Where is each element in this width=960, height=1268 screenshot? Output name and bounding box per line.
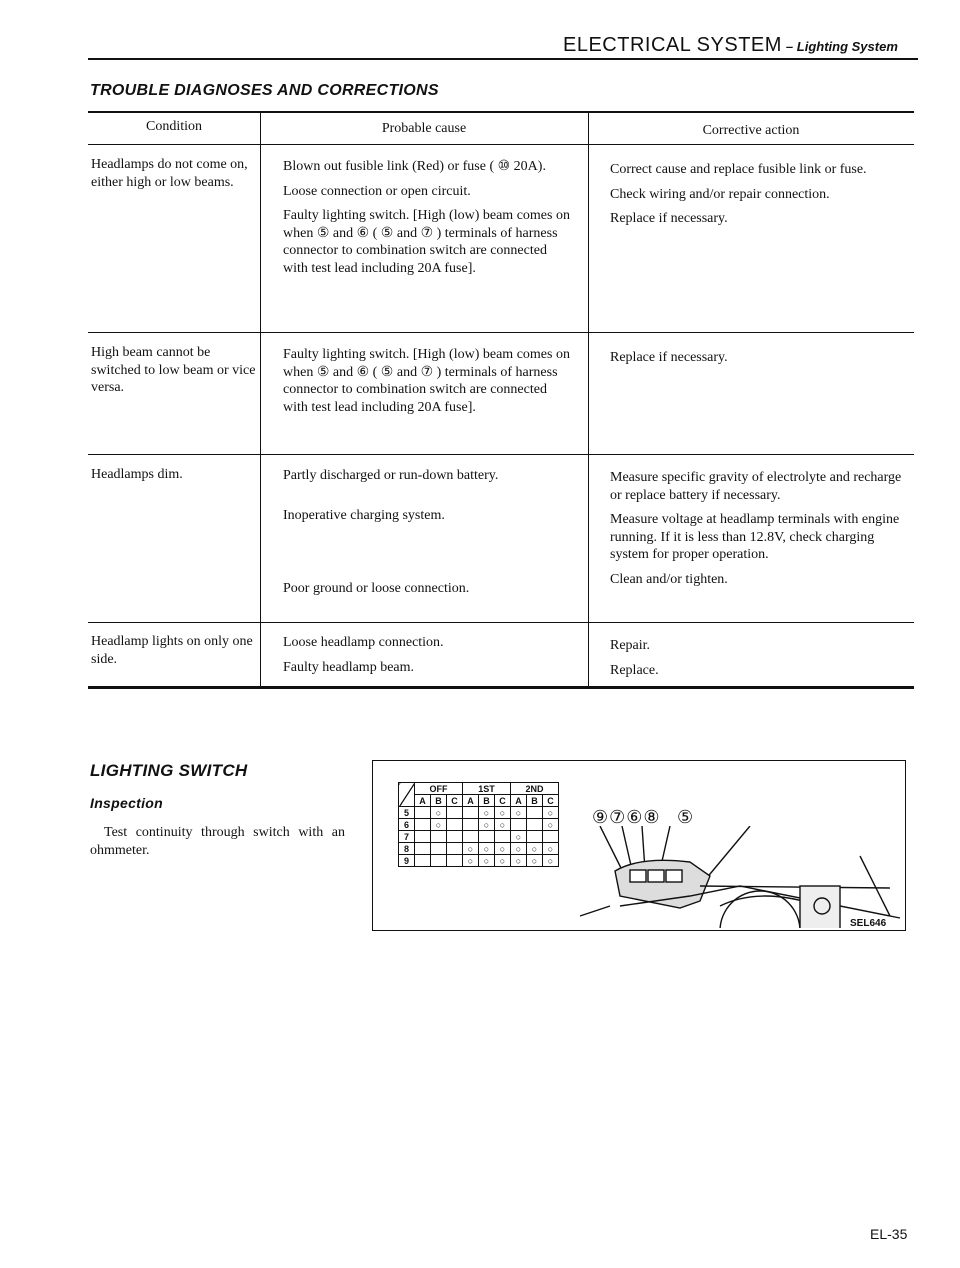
switch-continuity-chart bbox=[398, 782, 559, 867]
table-row-4-causes bbox=[283, 634, 573, 683]
cell: ○ bbox=[543, 819, 559, 831]
cell bbox=[527, 819, 543, 831]
row-divider bbox=[88, 454, 914, 455]
group-label: OFF bbox=[415, 783, 463, 795]
action-text: Check wiring and/or repair connection. bbox=[610, 186, 830, 202]
cell: ○ bbox=[527, 855, 543, 867]
cell: ○ bbox=[479, 855, 495, 867]
terminal-label: 6 bbox=[399, 819, 415, 831]
cell bbox=[415, 855, 431, 867]
subcol-label: B bbox=[527, 795, 543, 807]
cell bbox=[511, 819, 527, 831]
section-title: TROUBLE DIAGNOSES AND CORRECTIONS bbox=[90, 82, 439, 99]
subcol-label: A bbox=[463, 795, 479, 807]
cell bbox=[463, 819, 479, 831]
cell: ○ bbox=[511, 855, 527, 867]
table-row-4-actions bbox=[610, 637, 905, 686]
cause-text: Poor ground or loose connection. bbox=[283, 581, 470, 596]
cell bbox=[527, 831, 543, 843]
terminal-label: 8 bbox=[399, 843, 415, 855]
table-row-3-condition: Headlamps dim. bbox=[91, 467, 183, 482]
subcol-label: B bbox=[431, 795, 447, 807]
cell bbox=[447, 831, 463, 843]
cell bbox=[527, 807, 543, 819]
cell: ○ bbox=[511, 843, 527, 855]
terminal-label: 9 bbox=[399, 855, 415, 867]
col-header-action: Corrective action bbox=[702, 123, 800, 138]
cell: ○ bbox=[543, 855, 559, 867]
page-number: EL-35 bbox=[870, 1226, 908, 1242]
action-text: Measure voltage at headlamp terminals with engine running. If it is less than 12.8V, check charging system for proper operation. bbox=[610, 512, 900, 562]
cell: ○ bbox=[495, 807, 511, 819]
terminal-callouts: ⑨⑦⑥⑧ ⑤ bbox=[592, 807, 695, 827]
cell: ○ bbox=[431, 819, 447, 831]
cell bbox=[431, 831, 447, 843]
cell bbox=[447, 807, 463, 819]
cell bbox=[415, 831, 431, 843]
cell bbox=[415, 843, 431, 855]
header-row-rule bbox=[88, 144, 914, 145]
cell: ○ bbox=[431, 807, 447, 819]
cell bbox=[431, 855, 447, 867]
cell bbox=[447, 819, 463, 831]
cell: ○ bbox=[463, 843, 479, 855]
col-header-condition: Condition bbox=[145, 119, 202, 134]
subcol-label: C bbox=[543, 795, 559, 807]
cause-text: Loose headlamp connection. bbox=[283, 635, 444, 650]
cause-text: Faulty lighting switch. [High (low) beam comes on when ⑤ and ⑥ ( ⑤ and ⑦ ) terminals of harness connector to combination switch are connected with test lead including 20A fuse]. bbox=[283, 347, 570, 415]
cell: ○ bbox=[495, 843, 511, 855]
col-header-cause: Probable cause bbox=[381, 121, 467, 136]
table-row-3-actions bbox=[610, 469, 905, 595]
cell: ○ bbox=[479, 843, 495, 855]
cell: ○ bbox=[495, 855, 511, 867]
cause-text: Partly discharged or run-down battery. bbox=[283, 468, 499, 483]
header-rule bbox=[88, 58, 918, 60]
group-label: 1ST bbox=[463, 783, 511, 795]
action-text: Clean and/or tighten. bbox=[610, 571, 728, 587]
cell bbox=[495, 831, 511, 843]
inspection-subtitle: Inspection bbox=[90, 795, 164, 811]
row-divider bbox=[88, 332, 914, 333]
inspection-text: Test continuity through switch with an ohmmeter. bbox=[90, 825, 345, 858]
cell: ○ bbox=[479, 807, 495, 819]
table-row-2-condition: High beam cannot be switched to low beam or vice versa. bbox=[91, 345, 256, 395]
subcol-label: A bbox=[511, 795, 527, 807]
table-top-rule bbox=[88, 111, 914, 113]
cause-text: Inoperative charging system. bbox=[283, 507, 445, 523]
switch-illustration bbox=[560, 826, 902, 928]
cell bbox=[415, 819, 431, 831]
chart-corner bbox=[399, 783, 415, 807]
terminal-label: 5 bbox=[399, 807, 415, 819]
cause-text: Blown out fusible link (Red) or fuse ( ⑩ 20A). bbox=[283, 159, 546, 174]
subcol-label: A bbox=[415, 795, 431, 807]
cause-text: Loose connection or open circuit. bbox=[283, 183, 471, 199]
table-bottom-rule bbox=[88, 686, 914, 689]
cell: ○ bbox=[511, 831, 527, 843]
lighting-switch-title: LIGHTING SWITCH bbox=[90, 761, 248, 780]
cell bbox=[463, 807, 479, 819]
cell: ○ bbox=[527, 843, 543, 855]
table-row-2-causes bbox=[283, 346, 573, 423]
cause-text: Faulty headlamp beam. bbox=[283, 659, 415, 675]
action-text: Correct cause and replace fusible link or fuse. bbox=[610, 162, 867, 177]
table-col-divider-2 bbox=[588, 112, 589, 687]
cell bbox=[431, 843, 447, 855]
action-text: Measure specific gravity of electrolyte and recharge or replace battery if necessary. bbox=[610, 470, 902, 503]
cell: ○ bbox=[543, 843, 559, 855]
cell: ○ bbox=[463, 855, 479, 867]
header-subtitle: – Lighting System bbox=[785, 39, 898, 54]
cell: ○ bbox=[479, 819, 495, 831]
figure-code: SEL646 bbox=[850, 918, 887, 929]
table-row-4-condition: Headlamp lights on only one side. bbox=[91, 634, 253, 667]
header-title: ELECTRICAL SYSTEM bbox=[563, 34, 782, 56]
action-text: Replace if necessary. bbox=[610, 211, 728, 226]
cell: ○ bbox=[495, 819, 511, 831]
table-row-1-causes bbox=[283, 158, 573, 284]
table-row-1-actions bbox=[610, 161, 905, 235]
action-text: Repair. bbox=[610, 638, 651, 653]
cause-text: Faulty lighting switch. [High (low) beam comes on when ⑤ and ⑥ ( ⑤ and ⑦ ) terminals of harness connector to combination switch are connected with test lead including 20A fuse]. bbox=[283, 208, 570, 276]
terminal-label: 7 bbox=[399, 831, 415, 843]
cell: ○ bbox=[511, 807, 527, 819]
subcol-label: C bbox=[447, 795, 463, 807]
page-header bbox=[563, 34, 898, 57]
row-divider bbox=[88, 622, 914, 623]
subcol-label: B bbox=[479, 795, 495, 807]
action-text: Replace. bbox=[610, 662, 659, 678]
group-label: 2ND bbox=[511, 783, 559, 795]
cell bbox=[447, 843, 463, 855]
table-col-divider-1 bbox=[260, 112, 261, 687]
subcol-label: C bbox=[495, 795, 511, 807]
table-row-1-condition: Headlamps do not come on, either high or low beams. bbox=[91, 157, 248, 190]
action-text: Replace if necessary. bbox=[610, 350, 728, 365]
cell bbox=[415, 807, 431, 819]
cell bbox=[447, 855, 463, 867]
cell bbox=[543, 831, 559, 843]
table-row-2-actions bbox=[610, 349, 905, 374]
cell bbox=[463, 831, 479, 843]
cell bbox=[479, 831, 495, 843]
table-row-3-causes bbox=[283, 467, 573, 605]
cell: ○ bbox=[543, 807, 559, 819]
